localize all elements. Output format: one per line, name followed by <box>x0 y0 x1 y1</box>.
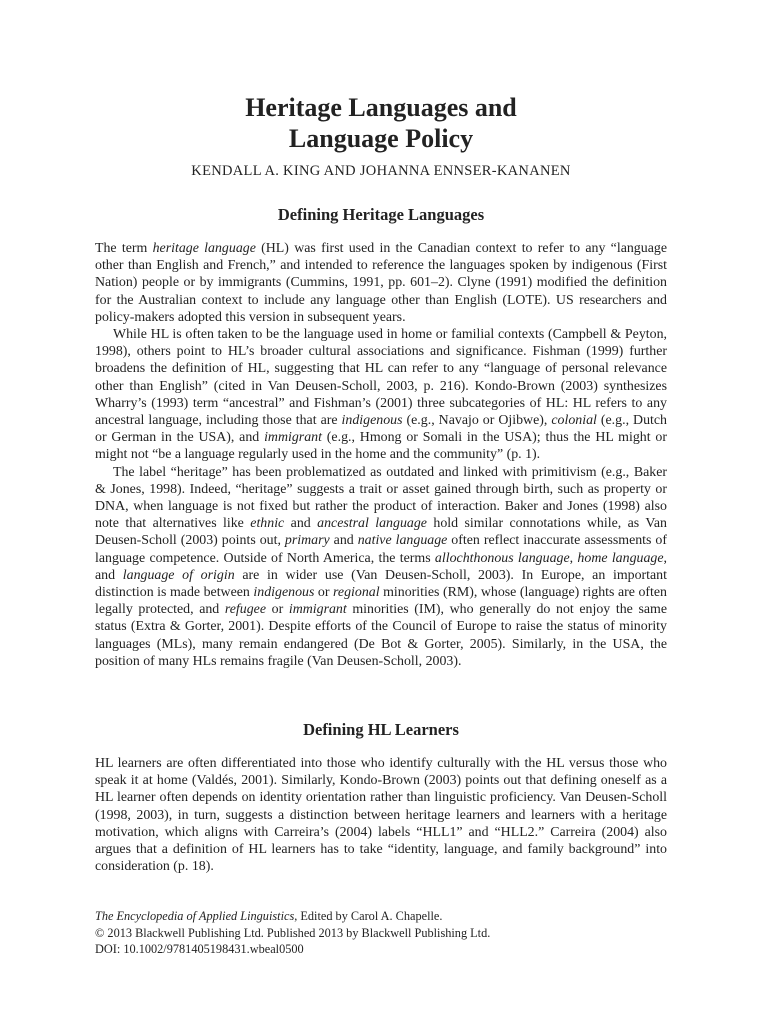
body-paragraph: The label “heritage” has been problematized as outdated and linked with primitivism (e.g., Baker & Jones, 1998). Indeed, “heritage” suggests a trait or asset gained through birth, such as property or DNA, when language is not fixed but rather the product of interaction. Baker and Jones (1998) also note that alternatives like ethnic and ancestral language hold similar connotations while, as Van Deusen-Scholl (2003) points out, primary and native language often reflect inaccurate assessments of language competence. Outside of North America, the terms allochthonous language, home language, and language of origin are in wider use (Van Deusen-Scholl, 2003). In Europe, an important distinction is made between indigenous or regional minorities (RM), whose (language) rights are often legally protected, and refugee or immigrant minorities (IM), who generally do not enjoy the same status (Extra & Gorter, 2001). Despite efforts of the Council of Europe to raise the status of minority languages (MLs), many remain endangered (De Bot & Gorter, 2005). Similarly, in the USA, the position of many HLs remains fragile (Van Deusen-Scholl, 2003). <box>95 464 667 669</box>
section-body-defining-hl-learners <box>95 755 667 875</box>
article-title-line-2: Language Policy <box>288 124 474 153</box>
italic-term: indigenous <box>253 585 315 601</box>
italic-term: ancestral language <box>317 516 427 532</box>
article-title <box>95 92 667 154</box>
body-paragraph: HL learners are often differentiated into those who identify culturally with the HL versus those who speak it at home (Valdés, 2001). Similarly, Kondo-Brown (2003) points out that defining oneself as a HL learner often depends on identity orientation rather than linguistic proficiency. Van Deusen-Scholl (1998, 2003), in turn, suggests a distinction between heritage learners and learners with a heritage motivation, which aligns with Carreira’s (2004) labels “HLL1” and “HLL2.” Carreira (2004) also argues that a definition of HL learners has to take “identity, language, and family background” into consideration (p. 18). <box>95 756 667 875</box>
italic-term: allochthonous language <box>434 550 570 566</box>
document-page <box>95 0 667 1024</box>
section-heading-defining-hl-learners: Defining HL Learners <box>303 720 459 739</box>
italic-term: home language <box>577 550 664 566</box>
section-body-defining-heritage-languages <box>95 240 667 670</box>
citation-footer <box>95 908 667 958</box>
body-paragraph: The term heritage language (HL) was first used in the Canadian context to refer to any “language other than English and French,” and intended to reference the languages spoken by indigenous (First Nation) people or by immigrants (Cummins, 1991, pp. 601–2). Clyne (1991) modified the definition for the Australian context to include any language other than English (LOTE). US researchers and policy-makers adopted this version in subsequent years. <box>95 241 667 325</box>
italic-term: language of origin <box>122 567 235 583</box>
citation-source-line <box>95 908 667 925</box>
body-paragraph: While HL is often taken to be the language used in home or familial contexts (Campbell & Peyton, 1998), others point to HL’s broader cultural associations and significance. Fishman (1999) further broadens the definition of HL, suggesting that HL can refer to any “language of personal relevance other than English” (cited in Van Deusen-Scholl, 2003, p. 216). Kondo-Brown (2003) synthesizes Wharry’s (1993) term “ancestral” and Fishman’s (2001) three subcategories of HL: HL refers to any ancestral language, including those that are indigenous (e.g., Navajo or Ojibwe), colonial (e.g., Dutch or German in the USA), and immigrant (e.g., Hmong or Somali in the USA); thus the HL might or might not “be a language regularly used in the home and the community” (p. 1). <box>95 327 667 463</box>
copyright-line: © 2013 Blackwell Publishing Ltd. Published 2013 by Blackwell Publishing Ltd. <box>95 925 491 940</box>
article-authors: KENDALL A. KING AND JOHANNA ENNSER-KANANEN <box>191 163 571 179</box>
italic-term: native language <box>357 533 448 549</box>
italic-term: indigenous <box>341 413 403 429</box>
italic-term: colonial <box>551 413 597 429</box>
italic-term: ethnic <box>250 516 285 532</box>
citation-editor: , Edited by Carol A. Chapelle. <box>294 909 443 923</box>
italic-term: primary <box>284 533 330 549</box>
italic-term: immigrant <box>288 602 347 618</box>
italic-term: refugee <box>224 602 267 618</box>
article-title-line-1: Heritage Languages and <box>245 93 517 122</box>
encyclopedia-title: The Encyclopedia of Applied Linguistics <box>95 909 295 923</box>
italic-term: heritage language <box>152 241 256 256</box>
italic-term: regional <box>333 585 380 601</box>
italic-term: immigrant <box>264 430 322 446</box>
section-heading-defining-heritage-languages: Defining Heritage Languages <box>277 205 485 224</box>
doi-line: DOI: 10.1002/9781405198431.wbeal0500 <box>95 942 304 956</box>
